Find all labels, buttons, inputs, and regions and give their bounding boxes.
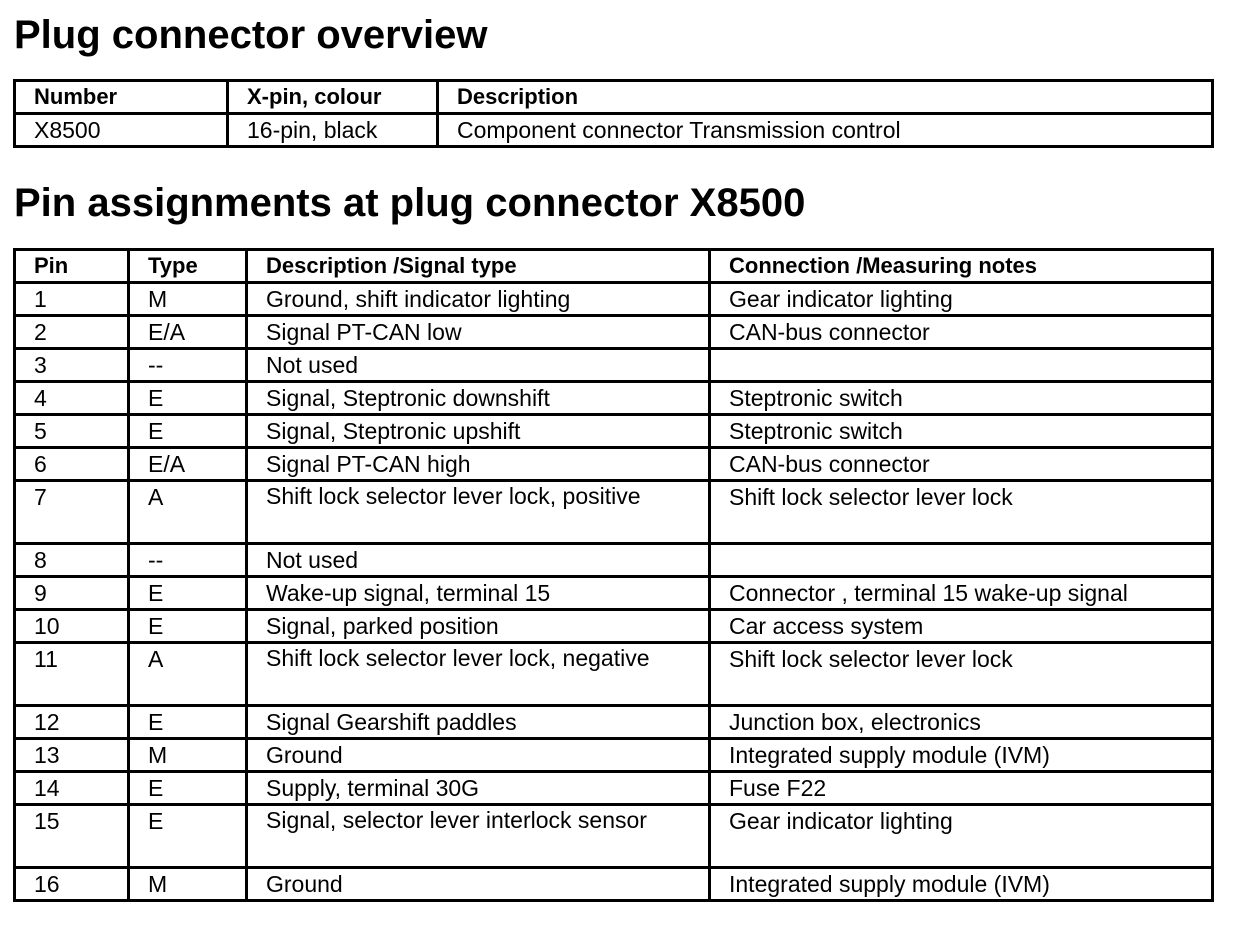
table-row (15, 382, 1213, 415)
pin-signal: Shift lock selector lever lock, positive (247, 481, 710, 544)
table-row (15, 868, 1213, 901)
overview-table (13, 79, 1214, 148)
pin-type: E (129, 382, 247, 415)
connector-description: Component connector Transmission control (438, 114, 1213, 147)
pin-connection: Gear indicator lighting (710, 283, 1213, 316)
connector-pins-colour: 16-pin, black (228, 114, 438, 147)
overview-header-row (15, 81, 1213, 114)
pin-signal: Ground (247, 739, 710, 772)
pin-connection: Car access system (710, 610, 1213, 643)
table-row (15, 283, 1213, 316)
pin-type: M (129, 739, 247, 772)
pin-signal: Signal, Steptronic upshift (247, 415, 710, 448)
table-row (15, 772, 1213, 805)
pin-type: E/A (129, 316, 247, 349)
table-row (15, 114, 1213, 147)
pin-number: 2 (15, 316, 129, 349)
table-row (15, 739, 1213, 772)
pin-assignments-title: Pin assignments at plug connector X8500 (14, 181, 806, 225)
table-row (15, 481, 1213, 544)
header-pin: Pin (15, 250, 129, 283)
table-row (15, 610, 1213, 643)
header-signal-description: Description /Signal type (247, 250, 710, 283)
table-row (15, 643, 1213, 706)
pin-number: 10 (15, 610, 129, 643)
connector-number: X8500 (15, 114, 228, 147)
pin-signal: Signal PT-CAN low (247, 316, 710, 349)
pin-number: 16 (15, 868, 129, 901)
pin-signal: Supply, terminal 30G (247, 772, 710, 805)
pin-number: 12 (15, 706, 129, 739)
pin-connection: CAN-bus connector (710, 448, 1213, 481)
pin-number: 14 (15, 772, 129, 805)
pin-type: E (129, 805, 247, 868)
pin-type: E (129, 577, 247, 610)
pin-connection: Steptronic switch (710, 382, 1213, 415)
pin-connection: Integrated supply module (IVM) (710, 739, 1213, 772)
pin-signal: Signal Gearshift paddles (247, 706, 710, 739)
pin-type: A (129, 481, 247, 544)
header-connection-notes: Connection /Measuring notes (710, 250, 1213, 283)
pin-signal: Signal, selector lever interlock sensor (247, 805, 710, 868)
pin-number: 9 (15, 577, 129, 610)
pins-header-row (15, 250, 1213, 283)
pin-type: A (129, 643, 247, 706)
pin-number: 11 (15, 643, 129, 706)
pin-type: -- (129, 544, 247, 577)
pin-signal: Shift lock selector lever lock, negative (247, 643, 710, 706)
table-row (15, 316, 1213, 349)
header-x-pin-colour: X-pin, colour (228, 81, 438, 114)
header-number: Number (15, 81, 228, 114)
pin-signal: Wake-up signal, terminal 15 (247, 577, 710, 610)
table-row (15, 448, 1213, 481)
pin-connection: CAN-bus connector (710, 316, 1213, 349)
pin-number: 4 (15, 382, 129, 415)
pin-type: E (129, 610, 247, 643)
pin-signal: Not used (247, 544, 710, 577)
pin-assignments-table (13, 248, 1214, 902)
pin-connection: Shift lock selector lever lock (710, 481, 1213, 544)
pin-connection (710, 544, 1213, 577)
pin-number: 7 (15, 481, 129, 544)
pin-number: 8 (15, 544, 129, 577)
header-type: Type (129, 250, 247, 283)
pin-connection: Steptronic switch (710, 415, 1213, 448)
table-row (15, 577, 1213, 610)
table-row (15, 544, 1213, 577)
table-row (15, 415, 1213, 448)
header-description: Description (438, 81, 1213, 114)
pin-connection (710, 349, 1213, 382)
pin-number: 5 (15, 415, 129, 448)
pin-number: 13 (15, 739, 129, 772)
pin-signal: Ground, shift indicator lighting (247, 283, 710, 316)
pin-signal: Not used (247, 349, 710, 382)
pin-type: M (129, 868, 247, 901)
pin-connection: Gear indicator lighting (710, 805, 1213, 868)
pin-signal: Signal PT-CAN high (247, 448, 710, 481)
pin-type: M (129, 283, 247, 316)
pin-connection: Connector , terminal 15 wake-up signal (710, 577, 1213, 610)
pin-type: E (129, 772, 247, 805)
pin-type: -- (129, 349, 247, 382)
pin-connection: Fuse F22 (710, 772, 1213, 805)
pin-number: 6 (15, 448, 129, 481)
pin-connection: Integrated supply module (IVM) (710, 868, 1213, 901)
pin-signal: Signal, parked position (247, 610, 710, 643)
table-row (15, 349, 1213, 382)
pin-number: 15 (15, 805, 129, 868)
table-row (15, 706, 1213, 739)
table-row (15, 805, 1213, 868)
pin-connection: Junction box, electronics (710, 706, 1213, 739)
pin-signal: Ground (247, 868, 710, 901)
overview-title: Plug connector overview (14, 13, 488, 57)
pin-signal: Signal, Steptronic downshift (247, 382, 710, 415)
pin-type: E (129, 415, 247, 448)
pin-number: 3 (15, 349, 129, 382)
pin-number: 1 (15, 283, 129, 316)
pin-type: E (129, 706, 247, 739)
pin-type: E/A (129, 448, 247, 481)
pin-connection: Shift lock selector lever lock (710, 643, 1213, 706)
